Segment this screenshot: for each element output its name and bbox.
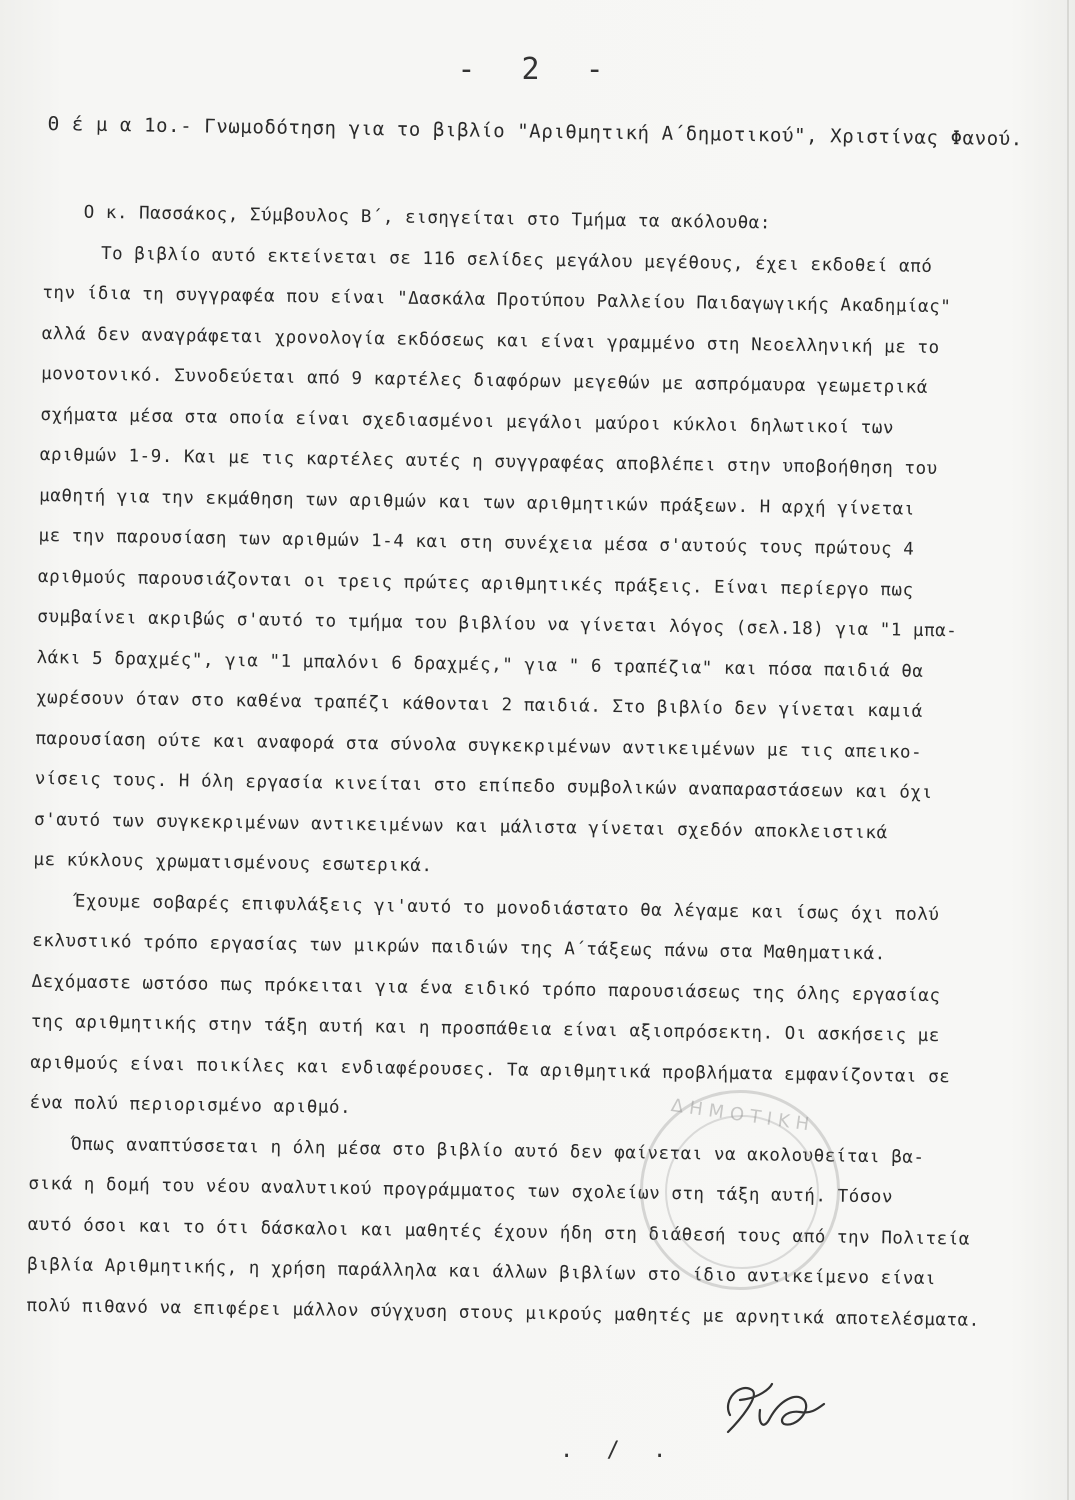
topic-heading: Θ έ μ α 1ο.- Γνωμοδότηση για το βιβλίο "Αριθμητική Α΄δημοτικού", Χριστίνας Φανού. bbox=[47, 112, 1023, 151]
stamp-text: ΔΗΜΟΤΙΚΗ bbox=[669, 1094, 817, 1137]
stamp-inner-ring bbox=[665, 1115, 819, 1269]
paragraph-intro: Ο κ. Πασσάκος, Σύμβουλος Β΄, εισηγείται στο Τμήμα τα ακόλουθα: bbox=[83, 202, 772, 234]
paragraph-conclusion: Όπως αναπτύσσεται η όλη μέσα στο βιβλίο αυτό δεν φαίνεται να ακολουθείται βα- σικά η δομή του νέου αναλυτικού προγράμματος των σχολείων στη τάξη αυτή. Τόσον αυτό όσοι και το ότι δάσκαλοι και μαθητές έχουν ήδη στη διάθεσή τους από την Πολιτεία βιβλία Αριθμητικής, η χρήση παράλληλα και άλλων βιβλίων στο ίδιο αντικείμενο είναι πολύ πιθανό να επιφέρει μάλλον σύγχυση στους μικρούς μαθητές με αρνητικά αποτελέσματα. bbox=[26, 1134, 980, 1331]
body-text bbox=[26, 192, 1044, 1342]
paragraph-reservations: Έχουμε σοβαρές επιφυλάξεις γι'αυτό το μονοδιάστατο θα λέγαμε και ίσως όχι πολύ εκλυστικό τρόπο εργασίας των μικρών παιδιών της Α΄τάξεως πάνω στα Μαθηματικά. Δεχόμαστε ωστόσο πως πρόκειται για ένα ειδικό τρόπο παρουσιάσεως της όλης εργασίας της αριθμητικής στην τάξη αυτή και η προσπάθεια είναι αξιοπρόσεκτη. Οι ασκήσεις με αριθμούς είναι ποικίλες και ενδιαφέρουσες. Τα αριθμητικά προβλήματα εμφανίζονται σε ένα πολύ περιορισμένο αριθμό. bbox=[29, 891, 951, 1118]
official-stamp bbox=[640, 1090, 840, 1290]
continuation-mark: . / . bbox=[560, 1438, 677, 1463]
page-number: - 2 - bbox=[457, 52, 618, 87]
page-edge bbox=[1067, 0, 1069, 1500]
signature-icon bbox=[700, 1370, 850, 1450]
paragraph-description: Το βιβλίο αυτό εκτείνεται σε 116 σελίδες μεγάλου μεγέθους, έχει εκδοθεί από την ίδια τη συγγραφέα που είναι "Δασκάλα Προτύπου Ραλλείου Παιδαγωγικής Ακαδημίας" αλλά δεν αναγράφεται χρονολογία εκδόσεως και είναι γραμμένο στη Νεοελληνική με το μονοτονικό. Συνοδεύεται από 9 καρτέλες διαφόρων μεγεθών με ασπρόμαυρα γεωμετρικά σχήματα μέσα στα οποία είναι σχεδιασμένοι μεγάλοι μαύροι κύκλοι δηλωτικοί των αριθμών 1-9. Και με τις καρτέλες αυτές η συγγραφέας αποβλέπει στην υποβοήθηση του μαθητή για την εκμάθηση των αριθμών και των αριθμητικών πράξεων. Η αρχή γίνεται με την παρουσίαση των αριθμών 1-4 και στη συνέχεια μέσα σ'αυτούς τους πρώτους 4 αριθμούς παρουσιάζονται οι τρεις πρώτες αριθμητικές πράξεις. Είναι περίεργο πως συμβαίνει ακριβώς σ'αυτό το τμήμα του βιβλίου να γίνεται λόγος (σελ.18) για "1 μπα- λάκι 5 δραχμές", για "1 μπαλόνι 6 δραχμές," για " 6 τραπέζια" και πόσα παιδιά θα χωρέσουν όταν στο καθένα τραπέζι κάθονται 2 παιδιά. Στο βιβλίο δεν γίνεται καμιά παρουσίαση ούτε και αναφορά στα σύνολα συγκεκριμένων αντικειμένων με τις απεικο- νίσεις τους. Η όλη εργασία κινείται στο επίπεδο συμβολικών αναπαραστάσεων και όχι σ'αυτό των συγκεκριμένων αντικειμένων και μάλιστα γίνεται σχεδόν αποκλειστικά με κύκλους χρωματισμένους εσωτερικά. bbox=[33, 243, 958, 877]
